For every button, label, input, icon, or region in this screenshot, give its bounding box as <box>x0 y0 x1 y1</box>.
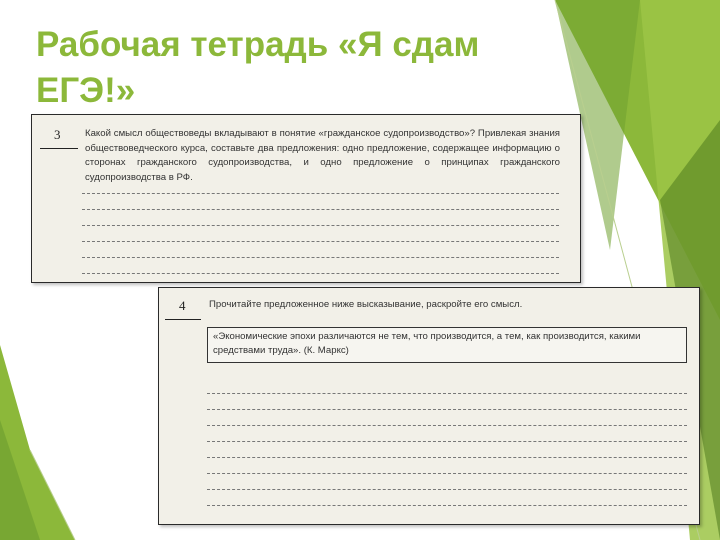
task-3-answer-line[interactable] <box>82 225 559 226</box>
task-4-number-rule <box>165 319 201 320</box>
task-3-number-rule <box>40 148 78 149</box>
task-4-text: Прочитайте предложенное ниже высказывание, раскройте его смысл. <box>209 299 523 310</box>
slide-title: Рабочая тетрадь «Я сдам ЕГЭ!» <box>36 25 480 110</box>
task-4-answer-line[interactable] <box>207 473 687 474</box>
task-4-answer-line[interactable] <box>207 489 687 490</box>
task-4-quote: «Экономические эпохи различаются не тем, что производится, а тем, как производится, какими средствами труда». (К. Маркс) <box>207 327 687 363</box>
task-4-card <box>158 287 700 525</box>
task-3-answer-line[interactable] <box>82 193 559 194</box>
task-4-answer-line[interactable] <box>207 441 687 442</box>
task-3-answer-line[interactable] <box>82 273 559 274</box>
task-4-answer-line[interactable] <box>207 505 687 506</box>
task-4-number: 4 <box>179 298 186 313</box>
task-4-answer-line[interactable] <box>207 425 687 426</box>
task-4-answer-line[interactable] <box>207 393 687 394</box>
task-3-text: Какой смысл обществоведы вкладывают в понятие «гражданское судопроизводство»? Привлекая знания обществоведческого курса, составьте два предложения: одно предложение, содержащее информацию о сторонах гражданского судопроизводства, и одно предложение о принципах гражданского судопроизводства в РФ. <box>85 128 560 183</box>
task-3-number: 3 <box>54 127 61 142</box>
task-3-card <box>31 114 581 283</box>
task-3-answer-line[interactable] <box>82 257 559 258</box>
task-3-answer-line[interactable] <box>82 209 559 210</box>
task-3-answer-line[interactable] <box>82 241 559 242</box>
task-4-answer-line[interactable] <box>207 457 687 458</box>
task-4-answer-line[interactable] <box>207 409 687 410</box>
